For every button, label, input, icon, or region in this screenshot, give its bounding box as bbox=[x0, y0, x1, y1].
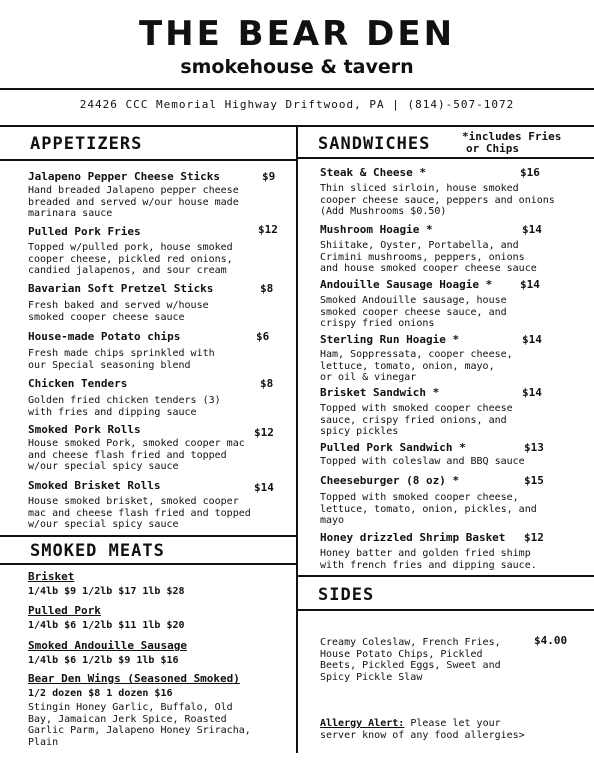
item-description: House smoked Pork, smoked cooper mac and cheese flash fried and topped w/our special spicy sauce bbox=[28, 438, 245, 472]
item-description: Golden fried chicken tenders (3) with fries and dipping sauce bbox=[28, 395, 221, 418]
item-prices: 1/4lb $9 1/2lb $17 1lb $28 bbox=[28, 586, 185, 597]
sides-price: $4.00 bbox=[534, 634, 568, 647]
allergy-alert bbox=[320, 718, 586, 741]
menu-item bbox=[320, 441, 586, 468]
item-name: Steak & Cheese * bbox=[320, 166, 426, 179]
item-description: House smoked brisket, smoked cooper mac and cheese flash fried and topped w/our special spicy sauce bbox=[28, 496, 251, 530]
smoked-meats-heading: SMOKED MEATS bbox=[30, 541, 165, 561]
menu-item bbox=[28, 639, 290, 667]
item-price: $15 bbox=[524, 474, 544, 487]
item-name: Pulled Pork bbox=[28, 604, 101, 617]
item-description: Fresh baked and served w/house smoked cooper cheese sauce bbox=[28, 300, 209, 323]
divider bbox=[297, 609, 594, 611]
menu-item bbox=[320, 166, 586, 218]
item-description: Thin sliced sirloin, house smoked cooper cheese sauce, peppers and onions (Add Mushrooms $0.50) bbox=[320, 183, 555, 217]
item-name: Cheeseburger (8 oz) * bbox=[320, 474, 460, 487]
item-price: $14 bbox=[520, 278, 540, 291]
appetizers-heading: APPETIZERS bbox=[30, 134, 143, 154]
item-price: $9 bbox=[262, 170, 276, 183]
item-description: Shiitake, Oyster, Portabella, and Crimini mushrooms, peppers, onions and house smoked cooper cheese sauce bbox=[320, 240, 537, 274]
item-price: $14 bbox=[522, 223, 542, 236]
item-price: $12 bbox=[258, 223, 278, 236]
item-name: Chicken Tenders bbox=[28, 377, 128, 390]
menu-item bbox=[28, 330, 288, 371]
item-description: Hand breaded Jalapeno pepper cheese breaded and served w/our house made marinara sauce bbox=[28, 185, 239, 219]
item-prices: 1/2 dozen $8 1 dozen $16 bbox=[28, 688, 173, 699]
restaurant-tagline: smokehouse & tavern bbox=[180, 56, 414, 78]
item-name: Pulled Pork Fries bbox=[28, 225, 141, 238]
item-name: House-made Potato chips bbox=[28, 330, 181, 343]
item-prices: 1/4lb $6 1/2lb $9 1lb $16 bbox=[28, 655, 179, 666]
divider bbox=[297, 157, 594, 159]
item-description: Topped with coleslaw and BBQ sauce bbox=[320, 456, 525, 467]
menu-item bbox=[320, 386, 586, 438]
menu-item bbox=[28, 170, 288, 220]
item-price: $6 bbox=[256, 330, 270, 343]
item-name: Bavarian Soft Pretzel Sticks bbox=[28, 282, 214, 295]
menu-item bbox=[320, 278, 586, 330]
item-name: Andouille Sausage Hoagie * bbox=[320, 278, 493, 291]
menu-item bbox=[28, 570, 290, 598]
item-prices: 1/4lb $6 1/2lb $11 1lb $20 bbox=[28, 620, 185, 631]
allergy-text: server know of any food allergies> bbox=[320, 729, 525, 741]
menu-item bbox=[28, 604, 290, 632]
item-price: $12 bbox=[254, 426, 274, 439]
item-description: Topped w/pulled pork, house smoked cooper cheese, pickled red onions, candied jalapenos, and sour cream bbox=[28, 242, 233, 276]
divider bbox=[0, 88, 594, 90]
item-name: Brisket Sandwich * bbox=[320, 386, 440, 399]
item-name: Pulled Pork Sandwich * bbox=[320, 441, 466, 454]
item-name: Jalapeno Pepper Cheese Sticks bbox=[28, 170, 221, 183]
item-name: Smoked Andouille Sausage bbox=[28, 639, 187, 652]
divider bbox=[0, 159, 297, 161]
item-name: Mushroom Hoagie * bbox=[320, 223, 433, 236]
item-price: $8 bbox=[260, 377, 274, 390]
restaurant-name: THE BEAR DEN bbox=[138, 14, 456, 54]
menu-item bbox=[28, 423, 290, 473]
sides-heading: SIDES bbox=[318, 585, 375, 605]
item-description: Smoked Andouille sausage, house smoked cooper cheese sauce, and crispy fried onions bbox=[320, 295, 507, 329]
item-price: $14 bbox=[254, 481, 274, 494]
sandwiches-heading: SANDWICHES bbox=[318, 134, 431, 154]
menu-item bbox=[320, 474, 586, 527]
menu-item bbox=[28, 479, 290, 531]
item-description: Stingin Honey Garlic, Buffalo, Old Bay, Jamaican Jerk Spice, Roasted Garlic Parm, Jalapeno Honey Sriracha, Plain bbox=[28, 702, 251, 748]
item-description: Ham, Soppressata, cooper cheese, lettuce, tomato, onion, mayo, or oil & vinegar bbox=[320, 349, 513, 383]
item-name: Smoked Pork Rolls bbox=[28, 423, 141, 436]
sandwiches-note bbox=[462, 131, 561, 155]
menu-item bbox=[28, 672, 290, 748]
divider bbox=[0, 535, 297, 537]
item-description: Topped with smoked cooper cheese, lettuce, tomato, onion, pickles, and mayo bbox=[320, 492, 537, 526]
note-line: *includes Fries bbox=[462, 130, 562, 143]
item-price: $13 bbox=[524, 441, 544, 454]
item-name: Bear Den Wings (Seasoned Smoked) bbox=[28, 672, 240, 685]
note-line: or Chips bbox=[466, 142, 519, 155]
sides-list: Creamy Coleslaw, French Fries, House Potato Chips, Pickled Beets, Pickled Eggs, Sweet and Spicy Pickle Slaw bbox=[320, 637, 501, 683]
item-description: Topped with smoked cooper cheese sauce, crispy fried onions, and spicy pickles bbox=[320, 403, 513, 437]
item-name: Smoked Brisket Rolls bbox=[28, 479, 161, 492]
divider bbox=[297, 575, 594, 577]
item-name: Honey drizzled Shrimp Basket bbox=[320, 531, 506, 544]
item-name: Brisket bbox=[28, 570, 75, 583]
menu-item bbox=[28, 377, 288, 418]
item-description: Honey batter and golden fried shimp with french fries and dipping sauce. bbox=[320, 548, 537, 571]
menu-item bbox=[320, 531, 586, 571]
item-price: $16 bbox=[520, 166, 540, 179]
item-description: Fresh made chips sprinkled with our Special seasoning blend bbox=[28, 348, 215, 371]
item-price: $14 bbox=[522, 333, 542, 346]
allergy-text: Please let your bbox=[404, 718, 501, 729]
divider bbox=[0, 563, 297, 565]
menu-item bbox=[28, 282, 288, 323]
item-name: Sterling Run Hoagie * bbox=[320, 333, 460, 346]
allergy-label: Allergy Alert: bbox=[320, 718, 405, 729]
menu-item bbox=[320, 333, 586, 384]
address-line: 24426 CCC Memorial Highway Driftwood, PA | (814)-507-1072 bbox=[79, 98, 515, 111]
item-price: $14 bbox=[522, 386, 542, 399]
column-divider bbox=[296, 125, 298, 753]
item-price: $8 bbox=[260, 282, 274, 295]
menu-item bbox=[28, 225, 288, 277]
item-price: $12 bbox=[524, 531, 544, 544]
menu-item bbox=[320, 223, 586, 275]
